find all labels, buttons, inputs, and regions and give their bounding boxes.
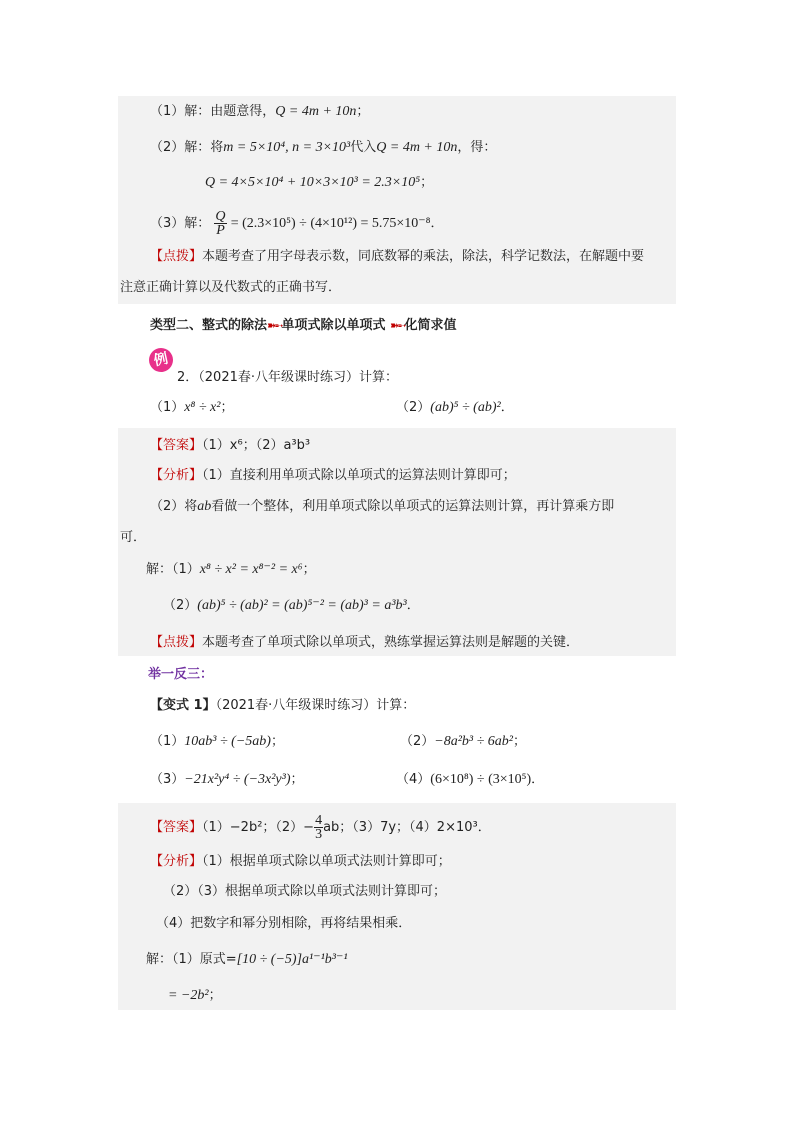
practice-question-3: （3）−21x²y⁴ ÷ (−3x²y³)； — [150, 772, 304, 787]
example-tip: 【点拨】本题考查了单项式除以单项式，熟练掌握运算法则是解题的关键． — [150, 635, 580, 650]
example-answer: 【答案】（1）x⁶；（2）a³b³ — [150, 438, 311, 453]
practice-solution-1: 解：（1）原式=[10 ÷ (−5)]a¹⁻¹b³⁻¹ — [146, 952, 348, 967]
example-intro: 2．（2021春·八年级课时练习）计算： — [177, 370, 398, 385]
section-heading: 类型二、整式的除法➽➵单项式除以单项式 ➽➵化简求值 — [150, 318, 457, 333]
practice-heading: 举一反三： — [148, 667, 214, 682]
fraction-four-thirds: $\frac{4}{3}$ — [315, 813, 323, 842]
practice-analysis-1: 【分析】（1）根据单项式除以单项式法则计算即可； — [150, 854, 451, 869]
tip-line-1: 【点拨】本题考查了用字母表示数，同底数幂的乘法，除法，科学记数法，在解题中要 — [150, 249, 645, 264]
arrow-icon: ➽➵ — [267, 319, 282, 332]
solution-block-1 — [118, 96, 676, 304]
solution-line-4: （3）解： $\frac{Q}{P}$ = (2.3×10⁵) ÷ (4×10¹²) = 5.75×10⁻⁸． — [150, 209, 444, 238]
practice-analysis-2: （2）（3）根据单项式除以单项式法则计算即可； — [163, 884, 447, 899]
example-analysis-2-cont: 可． — [120, 530, 147, 545]
fraction-q-over-p: $\frac{Q}{P}$ — [215, 209, 226, 238]
solution-line-3: Q = 4×5×10⁴ + 10×3×10³ = 2.3×10⁵； — [205, 175, 434, 190]
example-solution-2: （2）(ab)⁵ ÷ (ab)² = (ab)⁵⁻² = (ab)³ = a³b³． — [163, 598, 420, 613]
arrow-icon: ➽➵ — [390, 319, 405, 332]
example-question-2: （2）(ab)⁵ ÷ (ab)²． — [396, 400, 514, 415]
answer-block-example — [118, 428, 676, 656]
example-solution-1: 解：（1）x⁸ ÷ x² = x⁸⁻² = x⁶； — [146, 562, 316, 577]
example-badge-icon: 例 — [147, 346, 175, 374]
tip-line-2: 注意正确计算以及代数式的正确书写． — [120, 280, 342, 295]
practice-question-4: （4）(6×10⁸) ÷ (3×10⁵)． — [396, 772, 545, 787]
practice-answer: 【答案】（1）−2b²；（2）− $\frac{4}{3}$ ab；（3）7y；（4）2×10³． — [150, 813, 491, 842]
example-question-1: （1）x⁸ ÷ x²； — [150, 400, 234, 415]
practice-analysis-3: （4）把数字和幂分别相除，再将结果相乘． — [156, 916, 412, 931]
variant-intro: 【变式 1】（2021春·八年级课时练习）计算： — [150, 698, 416, 713]
practice-question-1: （1）10ab³ ÷ (−5ab)； — [150, 734, 284, 749]
practice-question-2: （2）−8a²b³ ÷ 6ab²； — [400, 734, 527, 749]
solution-line-1: （1）解：由题意得，Q = 4m + 10n； — [150, 104, 370, 119]
example-analysis-2: （2）将ab看做一个整体，利用单项式除以单项式的运算法则计算，再计算乘方即 — [150, 499, 615, 514]
practice-solution-2: = −2b²； — [168, 988, 222, 1003]
solution-line-2: （2）解：将m = 5×10⁴, n = 3×10³代入Q = 4m + 10n，得： — [150, 140, 497, 155]
example-analysis-1: 【分析】（1）直接利用单项式除以单项式的运算法则计算即可； — [150, 468, 516, 483]
